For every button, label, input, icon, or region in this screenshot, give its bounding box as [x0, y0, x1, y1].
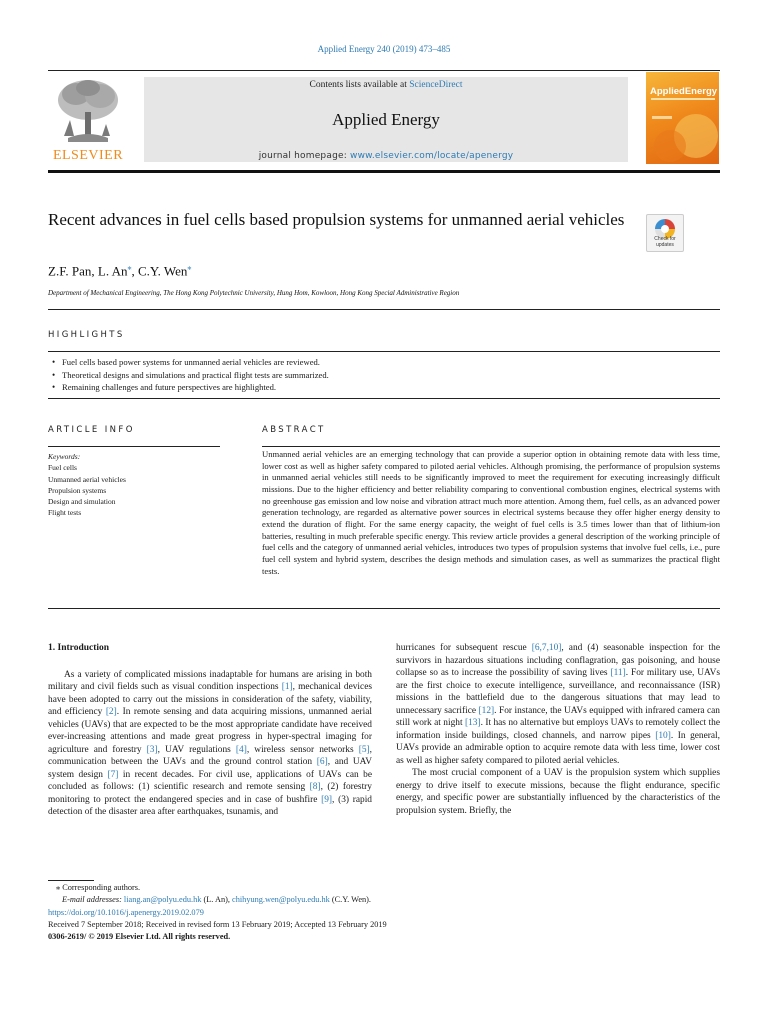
author-name[interactable]: L. An: [97, 263, 128, 279]
reference-link[interactable]: [3]: [146, 744, 158, 755]
article-info-rule: [48, 446, 220, 447]
body-text: . In general, UAVs provide an admirable option to acquire remote data with less time, lower cost as well as higher safety compared to piloted aerial vehicles.: [396, 730, 720, 766]
keyword: Propulsion systems: [48, 485, 107, 495]
abstract-text: Unmanned aerial vehicles are an emerging technology that can provide a superior option in obtaining remote data with less time, lower cost as well as higher safety compared to piloted aerial vehicles. Although promising, the performance of propulsion systems in unmanned aerial vehicles still needs to be significantly improved to meet the requirement for executing increasingly difficult missions. Due to the higher efficiency and better reliability comparing to conventional combustion engines, electrical systems with no greenhouse gas emission and low noise and vibration attract much more attention. Among them, fuel cells, as an advanced power generation technology, are regarded as alternative power sources in electrical systems because they offer higher energy density to extend the duration of flight. For the same energy capacity, the weight of fuel cells is 3.5 times lower than that of lithium-ion batteries, resulting in much preferable specific energy. This review article provides a general description of the working principle of fuel cells and the category of unmanned aerial vehicles, introduces two types of propulsion systems that involve fuel cells, i.e., pure fuel cell system and hybrid system, describes the design methods and simulation cases, as well as summarizes the practical flight tests.: [262, 449, 720, 576]
body-text: in recent decades. For civil use, applications of UAVs can be concluded as follows: (1) scientific research and remote sensing: [48, 769, 372, 792]
email-label: E-mail addresses:: [62, 895, 124, 905]
body-paragraph: [396, 642, 720, 767]
doi-link[interactable]: https://doi.org/10.1016/j.apenergy.2019.02.079: [48, 907, 204, 917]
reference-link[interactable]: [4]: [235, 744, 247, 755]
abstract-end-rule: [48, 608, 720, 609]
body-text: . For military use, UAVs are the first choice to execute intelligence, surveillance, and reconnaissance (ISR) missions in the battlefield due to the dangerous situations that may lead to unnecessary sacrifice: [396, 668, 720, 716]
elsevier-wordmark: ELSEVIER: [52, 148, 124, 163]
reference-link[interactable]: [8]: [309, 782, 321, 792]
author-name[interactable]: C.Y. Wen: [138, 263, 188, 279]
reference-link[interactable]: [12]: [478, 705, 495, 716]
corresponding-mark[interactable]: ⁎: [187, 263, 192, 272]
received-dates: Received 7 September 2018; Received in revised form 13 February 2019; Accepted 13 February 2019: [48, 919, 387, 929]
corresponding-note: ⁎ Corresponding authors.: [56, 883, 141, 892]
highlights-heading: HIGHLIGHTS: [48, 330, 125, 340]
highlight-item: • Remaining challenges and future perspectives are highlighted.: [48, 381, 720, 394]
cover-art-icon: [646, 106, 719, 164]
contents-line: [144, 80, 628, 90]
article-title: Recent advances in fuel cells based propulsion systems for unmanned aerial vehicles: [48, 210, 625, 229]
highlights-bottom-rule: [48, 398, 720, 399]
highlight-item: • Fuel cells based power systems for unmanned aerial vehicles are reviewed.: [48, 356, 720, 369]
body-text: , wireless sensor networks: [246, 744, 359, 755]
email-line: [48, 894, 548, 906]
abstract-heading: ABSTRACT: [262, 425, 326, 435]
copyright: 0306-2619/ © 2019 Elsevier Ltd. All rights reserved.: [48, 932, 231, 942]
reference-link[interactable]: [1]: [281, 682, 293, 692]
body-right-column: [396, 642, 720, 817]
reference-link[interactable]: [10]: [655, 730, 671, 741]
cover-title: AppliedEnergy: [650, 86, 718, 97]
reference-link[interactable]: [5]: [358, 744, 370, 755]
section-heading: 1. Introduction: [48, 643, 110, 653]
reference-link[interactable]: [11]: [610, 668, 626, 678]
footnotes: [48, 882, 548, 943]
body-paragraph: [48, 669, 372, 819]
keywords-block: [48, 451, 220, 519]
highlights-top-rule: [48, 309, 720, 310]
keywords-label: Keywords:: [48, 452, 81, 461]
email-link[interactable]: chihyung.wen@polyu.edu.hk: [232, 895, 330, 905]
reference-link[interactable]: [6]: [316, 757, 328, 767]
reference-link[interactable]: [9]: [321, 794, 333, 805]
body-text: . It has no alternative but employs UAVs to remotely collect the information inside buildings, closed channels, and narrow pipes: [396, 718, 720, 741]
body-text: . In remote sensing and data acquiring missions, unmanned aerial vehicles (UAVs) that are expected to be the most appropriate candidate have received ever-increasing attentions and made great progress in hyper-spectral imaging for agriculture and forestry: [48, 707, 372, 755]
highlights-list: [48, 356, 720, 394]
email-owner: (L. An),: [201, 895, 233, 905]
abstract-rule: [262, 446, 720, 447]
journal-title: Applied Energy: [332, 110, 440, 129]
crossmark-label: Check for updates: [654, 236, 676, 248]
body-text: As a variety of complicated missions inadaptable for humans are arising in both military and civil fields such as visual condition inspections: [48, 669, 372, 692]
journal-citation[interactable]: Applied Energy 240 (2019) 473–485: [317, 44, 451, 54]
header-divider: [48, 70, 720, 71]
journal-banner: [144, 77, 628, 162]
author-name: Z.F. Pan: [48, 263, 92, 279]
body-text: , (3) rapid detection of the disaster area after earthquakes, tsunamis, and: [48, 794, 372, 817]
elsevier-logo: [48, 76, 128, 164]
footnote-rule: [48, 880, 94, 881]
body-text: , communication between the UAVs and the ground control station: [48, 744, 373, 767]
homepage-prefix: journal homepage:: [258, 151, 351, 161]
highlights-mid-rule: [48, 351, 720, 352]
keyword: Unmanned aerial vehicles: [48, 474, 126, 484]
cover-rule: [651, 98, 715, 100]
reference-link[interactable]: [13]: [464, 718, 481, 728]
tree-icon: [48, 76, 128, 146]
keyword: Fuel cells: [48, 463, 77, 473]
journal-homepage: [144, 151, 628, 161]
article-info-heading: ARTICLE INFO: [48, 425, 135, 435]
keyword: Design and simulation: [48, 497, 116, 507]
reference-link[interactable]: [7]: [107, 769, 119, 780]
contents-prefix: Contents lists available at: [309, 80, 410, 90]
highlight-item: • Theoretical designs and simulations and practical flight tests are summarized.: [48, 369, 720, 382]
email-link[interactable]: liang.an@polyu.edu.hk: [123, 895, 202, 905]
check-for-updates-badge[interactable]: [646, 214, 684, 252]
corresponding-mark[interactable]: ⁎: [127, 263, 132, 272]
body-text: . For instance, the UAVs equipped with infrared camera can still work at night: [396, 705, 720, 728]
keyword: Flight tests: [48, 508, 82, 518]
body-left-column: [48, 642, 372, 819]
sciencedirect-link[interactable]: ScienceDirect: [409, 80, 463, 90]
journal-cover[interactable]: [646, 72, 719, 164]
author-list: Z.F. Pan, L. An⁎, C.Y. Wen⁎: [48, 263, 192, 279]
body-text: , and UAV system design: [48, 757, 372, 780]
email-owner: (C.Y. Wen).: [329, 895, 371, 905]
body-text: , and (4) seasonable inspection for the survivors in hazardous situations including conflagration, gas poisoning, and house collapse so as to increase the possibility of saving lives: [396, 643, 720, 678]
body-text: , mechanical devices have been adopted to carry out the missions in consideration of the safety, viability, and efficiency: [48, 682, 372, 717]
homepage-link[interactable]: www.elsevier.com/locate/apenergy: [350, 151, 514, 161]
body-text: , UAV regulations: [157, 744, 236, 755]
affiliation: Department of Mechanical Engineering, The Hong Kong Polytechnic University, Hung Hom, Kowloon, Hong Kong Special Administrative Region: [48, 289, 460, 297]
reference-link[interactable]: [6,7,10]: [531, 643, 562, 653]
body-text: hurricanes for subsequent rescue: [396, 643, 532, 653]
reference-link[interactable]: [2]: [105, 707, 117, 717]
header-thick-divider: [48, 170, 720, 173]
body-text: , (2) forestry monitoring to protect the endangered species and in case of bushfire: [48, 782, 372, 805]
body-paragraph: The most crucial component of a UAV is the propulsion system which supplies energy to drive itself to execute missions, because the flight endurance, specific energy, and specific power are substantially influenced by the characteristics of the propulsion system. Briefly, the: [396, 768, 720, 816]
